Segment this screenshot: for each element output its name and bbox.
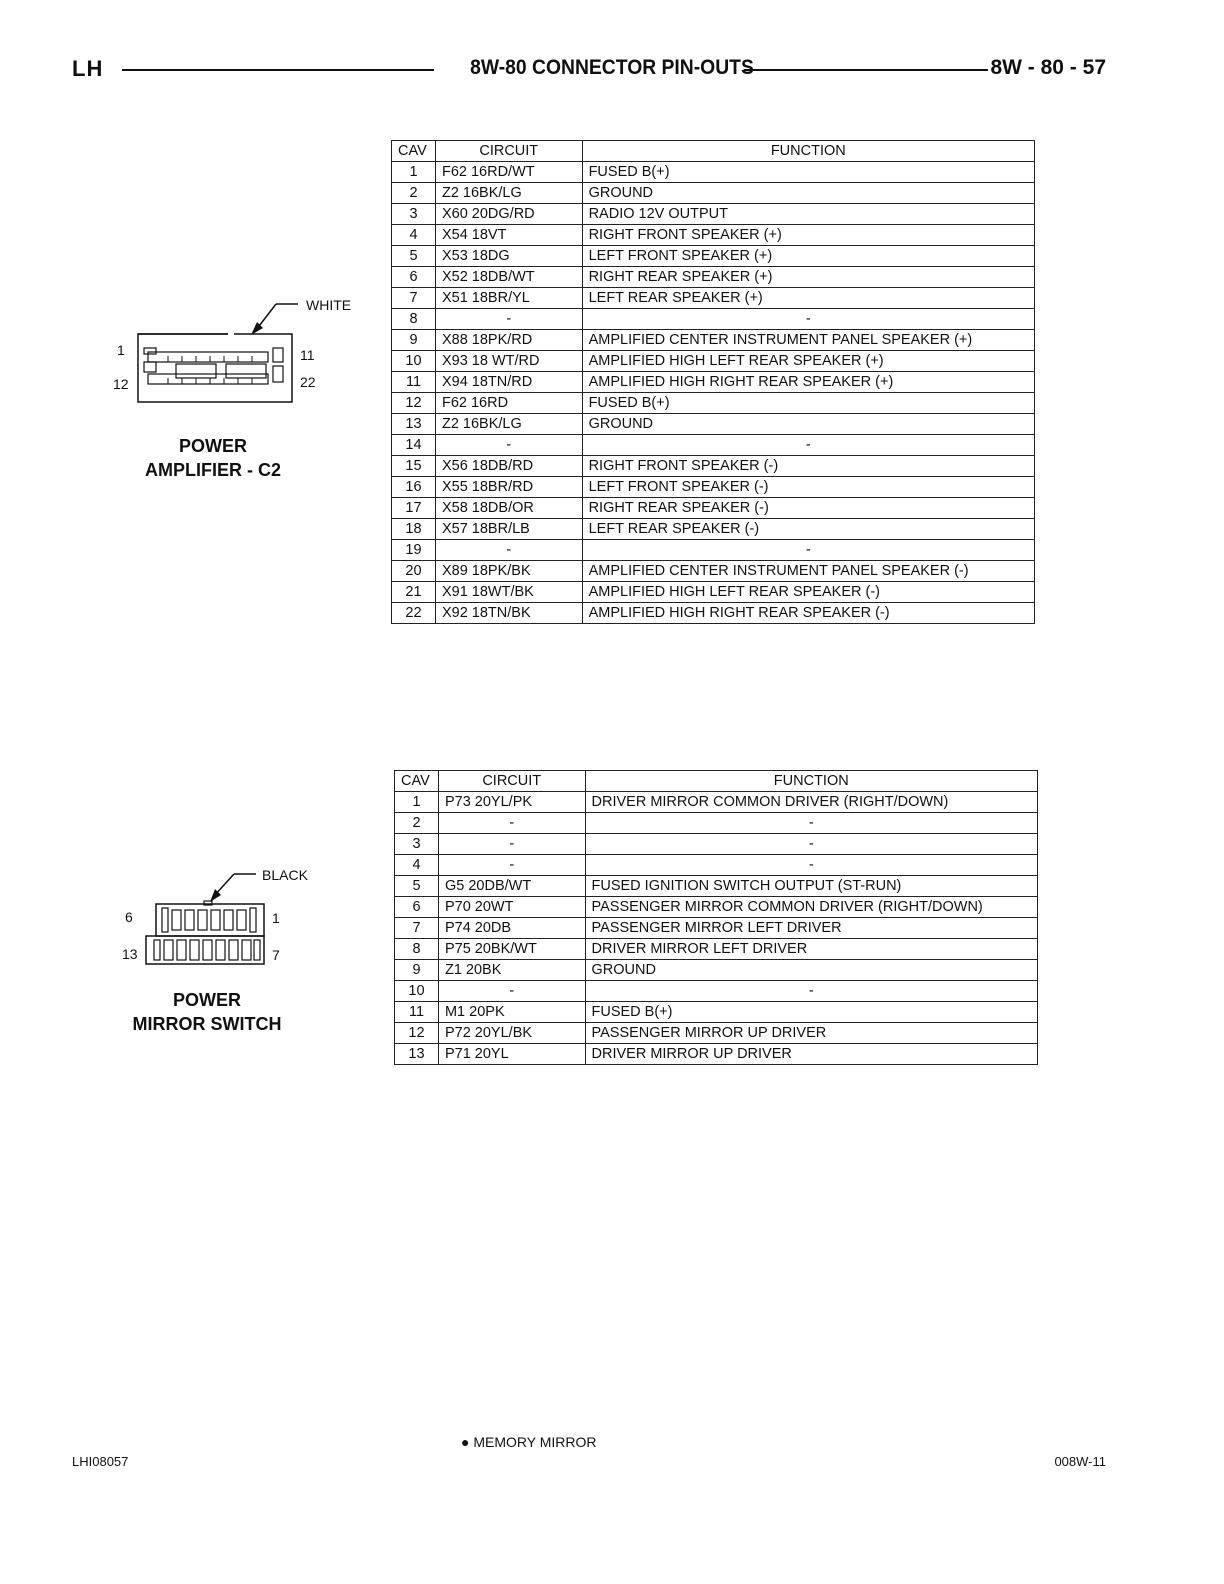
function-cell: AMPLIFIED HIGH LEFT REAR SPEAKER (+) [582,351,1034,372]
cav-cell: 22 [392,603,436,624]
function-cell: GROUND [582,414,1034,435]
cav-cell: 9 [392,330,436,351]
circuit-cell: Z2 16BK/LG [435,414,582,435]
function-cell: - [585,813,1037,834]
cav-cell: 8 [392,309,436,330]
table-row [392,309,1035,330]
circuit-cell: P70 20WT [438,897,585,918]
cav-cell: 17 [392,498,436,519]
connector2-color-label: BLACK [262,867,308,883]
page-title: 8W-80 CONNECTOR PIN-OUTS [470,56,754,79]
section-side-label: LH [72,56,104,81]
circuit-cell: X56 18DB/RD [435,456,582,477]
circuit-cell: X60 20DG/RD [435,204,582,225]
function-cell: RIGHT FRONT SPEAKER (+) [582,225,1034,246]
cav-cell: 19 [392,540,436,561]
table-row [392,372,1035,393]
cav-cell: 6 [392,267,436,288]
function-cell: RIGHT FRONT SPEAKER (-) [582,456,1034,477]
connector2-title-line2: MIRROR SWITCH [132,1014,282,1034]
function-cell: - [582,309,1034,330]
header-cav: CAV [395,771,439,792]
function-cell: RIGHT REAR SPEAKER (+) [582,267,1034,288]
function-cell: FUSED B(+) [582,393,1034,414]
header-rule-right [744,69,988,71]
cav-cell: 11 [395,1002,439,1023]
table-row [392,498,1035,519]
table-row [395,792,1038,813]
table-row [395,918,1038,939]
table-row [392,435,1035,456]
circuit-cell: X93 18 WT/RD [435,351,582,372]
connector1-title [128,434,298,482]
connector1-color-label: WHITE [306,297,352,313]
circuit-cell: P75 20BK/WT [438,939,585,960]
circuit-cell: F62 16RD/WT [435,162,582,183]
table-row [392,603,1035,624]
table-row [395,960,1038,981]
cav-cell: 11 [392,372,436,393]
circuit-cell: P72 20YL/BK [438,1023,585,1044]
function-cell: DRIVER MIRROR UP DRIVER [585,1044,1037,1065]
circuit-cell: P73 20YL/PK [438,792,585,813]
function-cell: AMPLIFIED CENTER INSTRUMENT PANEL SPEAKER (+) [582,330,1034,351]
circuit-cell: X52 18DB/WT [435,267,582,288]
cav-cell: 2 [392,183,436,204]
function-cell: PASSENGER MIRROR LEFT DRIVER [585,918,1037,939]
function-cell: LEFT FRONT SPEAKER (+) [582,246,1034,267]
table-row [395,876,1038,897]
connector1-title-line2: AMPLIFIER - C2 [144,460,281,480]
cav-cell: 10 [395,981,439,1002]
function-cell: AMPLIFIED HIGH RIGHT REAR SPEAKER (-) [582,603,1034,624]
cav-cell: 1 [395,792,439,813]
cav-cell: 18 [392,519,436,540]
connector1-pin-bottom-right: 22 [300,374,316,390]
power-mirror-switch-connector-diagram [140,866,280,976]
header-circuit: CIRCUIT [435,141,582,162]
circuit-cell: X89 18PK/BK [435,561,582,582]
function-cell: DRIVER MIRROR COMMON DRIVER (RIGHT/DOWN) [585,792,1037,813]
connector2-pin-top-right: 1 [272,910,280,926]
circuit-cell: Z2 16BK/LG [435,183,582,204]
circuit-cell: F62 16RD [435,393,582,414]
table-row [395,939,1038,960]
circuit-cell: P74 20DB [438,918,585,939]
cav-cell: 8 [395,939,439,960]
function-cell: AMPLIFIED HIGH RIGHT REAR SPEAKER (+) [582,372,1034,393]
connector1-pin-top-left: 1 [117,342,125,358]
table-header-row [392,141,1035,162]
table-row [392,540,1035,561]
table-row [395,1002,1038,1023]
table-row [392,162,1035,183]
page-number: 8W - 80 - 57 [990,56,1106,79]
cav-cell: 12 [392,393,436,414]
cav-cell: 10 [392,351,436,372]
function-cell: RIGHT REAR SPEAKER (-) [582,498,1034,519]
cav-cell: 4 [392,225,436,246]
table-row [395,1044,1038,1065]
table-row [392,519,1035,540]
function-cell: PASSENGER MIRROR COMMON DRIVER (RIGHT/DOWN) [585,897,1037,918]
circuit-cell: - [438,855,585,876]
circuit-cell: - [435,435,582,456]
circuit-cell: X54 18VT [435,225,582,246]
circuit-cell: X51 18BR/YL [435,288,582,309]
header-cav: CAV [392,141,436,162]
circuit-cell: - [438,813,585,834]
memory-mirror-footnote: ● MEMORY MIRROR [461,1434,597,1450]
power-mirror-switch-pinout-table [394,770,1038,1065]
table-row [392,582,1035,603]
table-row [395,981,1038,1002]
table-row [395,855,1038,876]
circuit-cell: - [438,834,585,855]
cav-cell: 12 [395,1023,439,1044]
circuit-cell: Z1 20BK [438,960,585,981]
power-amplifier-connector-diagram [130,290,310,410]
function-cell: LEFT FRONT SPEAKER (-) [582,477,1034,498]
table-row [392,393,1035,414]
circuit-cell: X88 18PK/RD [435,330,582,351]
table-row [395,1023,1038,1044]
connector2-title-line1: POWER [172,990,241,1010]
circuit-cell: X58 18DB/OR [435,498,582,519]
connector2-pin-bottom-right: 7 [272,947,280,963]
connector2-pin-bottom-left: 13 [122,946,138,962]
function-cell: - [582,540,1034,561]
cav-cell: 3 [395,834,439,855]
circuit-cell: X91 18WT/BK [435,582,582,603]
table-row [395,813,1038,834]
connector1-pin-bottom-left: 12 [113,376,129,392]
table-row [392,246,1035,267]
header-function: FUNCTION [582,141,1034,162]
cav-cell: 20 [392,561,436,582]
table-row [392,351,1035,372]
function-cell: FUSED B(+) [582,162,1034,183]
connector1-pin-top-right: 11 [300,347,315,363]
cav-cell: 6 [395,897,439,918]
table-row [392,477,1035,498]
cav-cell: 21 [392,582,436,603]
circuit-cell: - [438,981,585,1002]
function-cell: FUSED B(+) [585,1002,1037,1023]
cav-cell: 9 [395,960,439,981]
cav-cell: 1 [392,162,436,183]
table-row [392,330,1035,351]
circuit-cell: X92 18TN/BK [435,603,582,624]
table-row [392,288,1035,309]
table-row [392,561,1035,582]
function-cell: PASSENGER MIRROR UP DRIVER [585,1023,1037,1044]
cav-cell: 2 [395,813,439,834]
circuit-cell: X53 18DG [435,246,582,267]
cav-cell: 7 [392,288,436,309]
table-row [392,225,1035,246]
table-row [392,267,1035,288]
function-cell: AMPLIFIED HIGH LEFT REAR SPEAKER (-) [582,582,1034,603]
circuit-cell: G5 20DB/WT [438,876,585,897]
header-function: FUNCTION [585,771,1037,792]
circuit-cell: - [435,309,582,330]
circuit-cell: X55 18BR/RD [435,477,582,498]
cav-cell: 13 [392,414,436,435]
circuit-cell: M1 20PK [438,1002,585,1023]
function-cell: RADIO 12V OUTPUT [582,204,1034,225]
table-row [392,414,1035,435]
cav-cell: 16 [392,477,436,498]
function-cell: - [582,435,1034,456]
function-cell: DRIVER MIRROR LEFT DRIVER [585,939,1037,960]
circuit-cell: P71 20YL [438,1044,585,1065]
function-cell: LEFT REAR SPEAKER (+) [582,288,1034,309]
function-cell: GROUND [582,183,1034,204]
cav-cell: 15 [392,456,436,477]
document-code: 008W-11 [1054,1454,1106,1469]
connector2-title [122,988,292,1036]
table-row [392,183,1035,204]
circuit-cell: X57 18BR/LB [435,519,582,540]
figure-id: LHI08057 [72,1454,129,1469]
connector2-pin-top-left: 6 [125,909,133,925]
header-circuit: CIRCUIT [438,771,585,792]
table-row [395,834,1038,855]
table-row [392,456,1035,477]
function-cell: - [585,855,1037,876]
function-cell: FUSED IGNITION SWITCH OUTPUT (ST-RUN) [585,876,1037,897]
cav-cell: 3 [392,204,436,225]
table-row [395,897,1038,918]
power-amplifier-pinout-table [391,140,1035,624]
function-cell: AMPLIFIED CENTER INSTRUMENT PANEL SPEAKER (-) [582,561,1034,582]
connector1-title-line1: POWER [178,436,247,456]
function-cell: LEFT REAR SPEAKER (-) [582,519,1034,540]
circuit-cell: - [435,540,582,561]
cav-cell: 13 [395,1044,439,1065]
table-header-row [395,771,1038,792]
cav-cell: 5 [392,246,436,267]
table-row [392,204,1035,225]
cav-cell: 14 [392,435,436,456]
function-cell: - [585,981,1037,1002]
function-cell: - [585,834,1037,855]
cav-cell: 7 [395,918,439,939]
circuit-cell: X94 18TN/RD [435,372,582,393]
function-cell: GROUND [585,960,1037,981]
cav-cell: 4 [395,855,439,876]
cav-cell: 5 [395,876,439,897]
